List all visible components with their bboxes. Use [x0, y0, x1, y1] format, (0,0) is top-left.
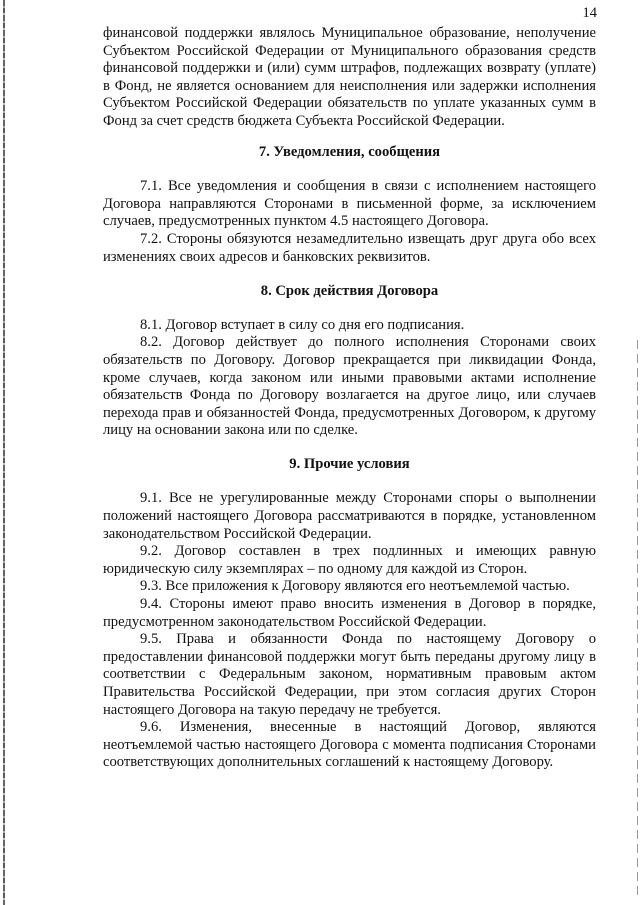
- scan-edge-left: [3, 0, 5, 905]
- clause-8-2: 8.2. Договор действует до полного исполнения Сторонами своих обязательств по Договору. Договор прекращается при ликвидации Фонда, кроме случаев, когда законом или иными правовыми актами исполнение обязательств Фонда по Договору возлагается на другое лицо, или случаев перехода прав и обязанностей Фонда, предусмотренных Договором, к другому лицу на основании закона или по сделке.: [103, 334, 596, 439]
- intro-paragraph: финансовой поддержки являлось Муниципальное образование, неполучение Субъектом Российской Федерации от Муниципального образования средств финансовой поддержки и (или) сумм штрафов, подлежащих возврату (уплате) в Фонд, не является основанием для неисполнения или задержки исполнения Субъектом Российской Федерации обязательств по уплате указанных сумм в Фонд за счет средств бюджета Субъекта Российской Федерации.: [103, 25, 596, 129]
- clause-7-1: 7.1. Все уведомления и сообщения в связи с исполнением настоящего Договора направляются Сторонами в письменной форме, за исключением случаев, предусмотренных пунктом 4.5 настоящего Договора.: [103, 178, 596, 230]
- document-body: [103, 25, 596, 772]
- section-7-heading: 7. Уведомления, сообщения: [258, 143, 441, 160]
- clause-9-2: 9.2. Договор составлен в трех подлинных и имеющих равную юридическую силу экземплярах – по одному для каждой из Сторон.: [103, 543, 596, 577]
- section-8-heading: 8. Срок действия Договора: [260, 283, 439, 300]
- scan-edge-right: [637, 340, 638, 900]
- clause-9-4: 9.4. Стороны имеют право вносить изменения в Договор в порядке, предусмотренном законодательством Российской Федерации.: [103, 596, 596, 630]
- clause-9-1: 9.1. Все не урегулированные между Сторонами споры о выполнении положений настоящего Договора рассматриваются в порядке, установленном законодательством Российской Федерации.: [103, 490, 596, 542]
- clause-8-1: 8.1. Договор вступает в силу со дня его подписания.: [140, 316, 465, 333]
- clause-7-2: 7.2. Стороны обязуются незамедлительно извещать друг друга обо всех изменениях своих адресов и банковских реквизитов.: [103, 230, 596, 265]
- clause-9-3: 9.3. Все приложения к Договору являются его неотъемлемой частью.: [140, 578, 570, 595]
- clause-9-6: 9.6. Изменения, внесенные в настоящий Договор, являются неотъемлемой частью настоящего Договора с момента подписания Сторонами соответствующих дополнительных соглашений к настоящему Договору.: [103, 719, 596, 771]
- page-number: 14: [582, 5, 597, 21]
- clause-9-5: 9.5. Права и обязанности Фонда по настоящему Договору о предоставлении финансовой поддержки могут быть переданы другому лицу в соответствии с Федеральным законом, нормативным правовым актом Правительства Российской Федерации, при этом согласия других Сторон настоящего Договора на такую передачу не требуется.: [103, 631, 596, 718]
- section-9-heading: 9. Прочие условия: [289, 455, 410, 472]
